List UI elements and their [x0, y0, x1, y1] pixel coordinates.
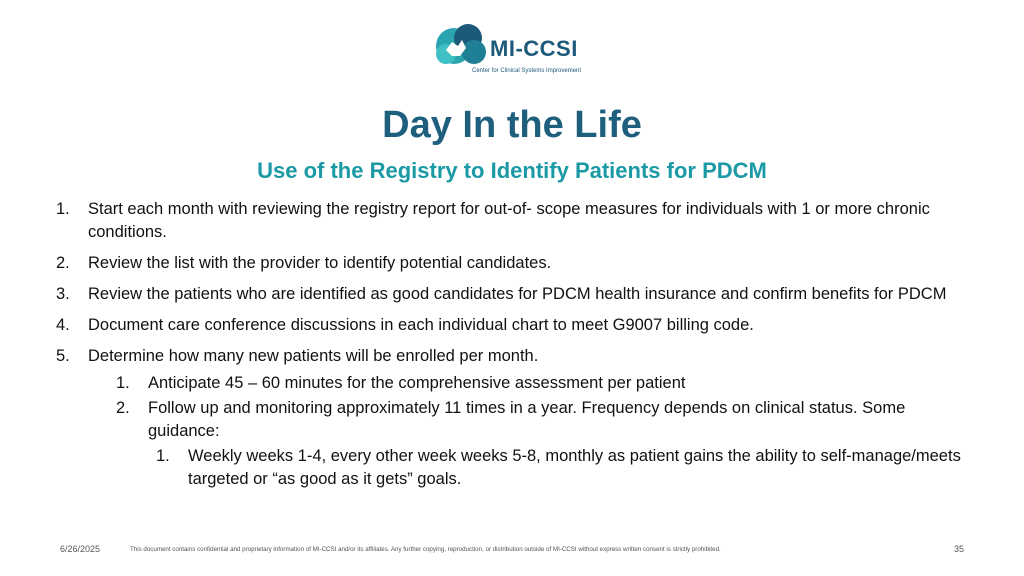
- mi-ccsi-logo: [432, 20, 602, 80]
- slide-subtitle: Use of the Registry to Identify Patients for PDCM: [257, 158, 767, 183]
- list-item: [56, 345, 966, 491]
- list-number: 4.: [56, 316, 70, 334]
- list-text: Anticipate 45 – 60 minutes for the comprehensive assessment per patient: [148, 374, 686, 392]
- list-number: 5.: [56, 347, 70, 365]
- list-number: 3.: [56, 285, 70, 303]
- list-number: 2.: [56, 254, 70, 272]
- list-number: 2.: [116, 399, 130, 417]
- list-number: 1.: [156, 447, 170, 465]
- sub-sub-list-item: [156, 445, 966, 491]
- sub-sub-list: [148, 445, 966, 491]
- list-text: Document care conference discussions in each individual chart to meet G9007 billing code.: [88, 316, 754, 334]
- list-item: [56, 314, 966, 337]
- list-text: Determine how many new patients will be enrolled per month.: [88, 347, 539, 365]
- list-item: [56, 283, 966, 306]
- list-item: [56, 252, 966, 275]
- list-text: Review the list with the provider to identify potential candidates.: [88, 254, 552, 272]
- cloud-logo-icon: [432, 22, 492, 72]
- logo-wordmark: MI-CCSI: [490, 36, 578, 61]
- list-text: Start each month with reviewing the registry report for out-of- scope measures for individuals with 1 or more chronic conditions.: [88, 200, 930, 241]
- list-number: 1.: [116, 374, 130, 392]
- list-text: Weekly weeks 1-4, every other week weeks 5-8, monthly as patient gains the ability to self-manage/meets targeted or “as good as it gets” goals.: [188, 447, 961, 488]
- list-number: 1.: [56, 200, 70, 218]
- list-text: Follow up and monitoring approximately 11 times in a year. Frequency depends on clinical status. Some guidance:: [148, 399, 906, 440]
- sub-list-item: [116, 372, 966, 395]
- list-item: [56, 198, 966, 244]
- logo-tagline: Center for Clinical Systems Improvement: [472, 68, 582, 74]
- numbered-list: [56, 198, 966, 499]
- sub-list-item: [116, 397, 966, 491]
- slide-title: Day In the Life: [382, 104, 642, 146]
- sub-list: [88, 372, 966, 491]
- footer-date: 6/26/2025: [60, 544, 101, 554]
- list-text: Review the patients who are identified as good candidates for PDCM health insurance and confirm benefits for PDCM: [88, 285, 947, 303]
- page-number: 35: [953, 544, 964, 554]
- footer-confidential-notice: This document contains confidential and proprietary information of MI-CCSI and/or its affiliates. Any further copying, reproduction, or distribution outside of MI-CCSI without express written consent is strictly prohibited.: [130, 546, 721, 553]
